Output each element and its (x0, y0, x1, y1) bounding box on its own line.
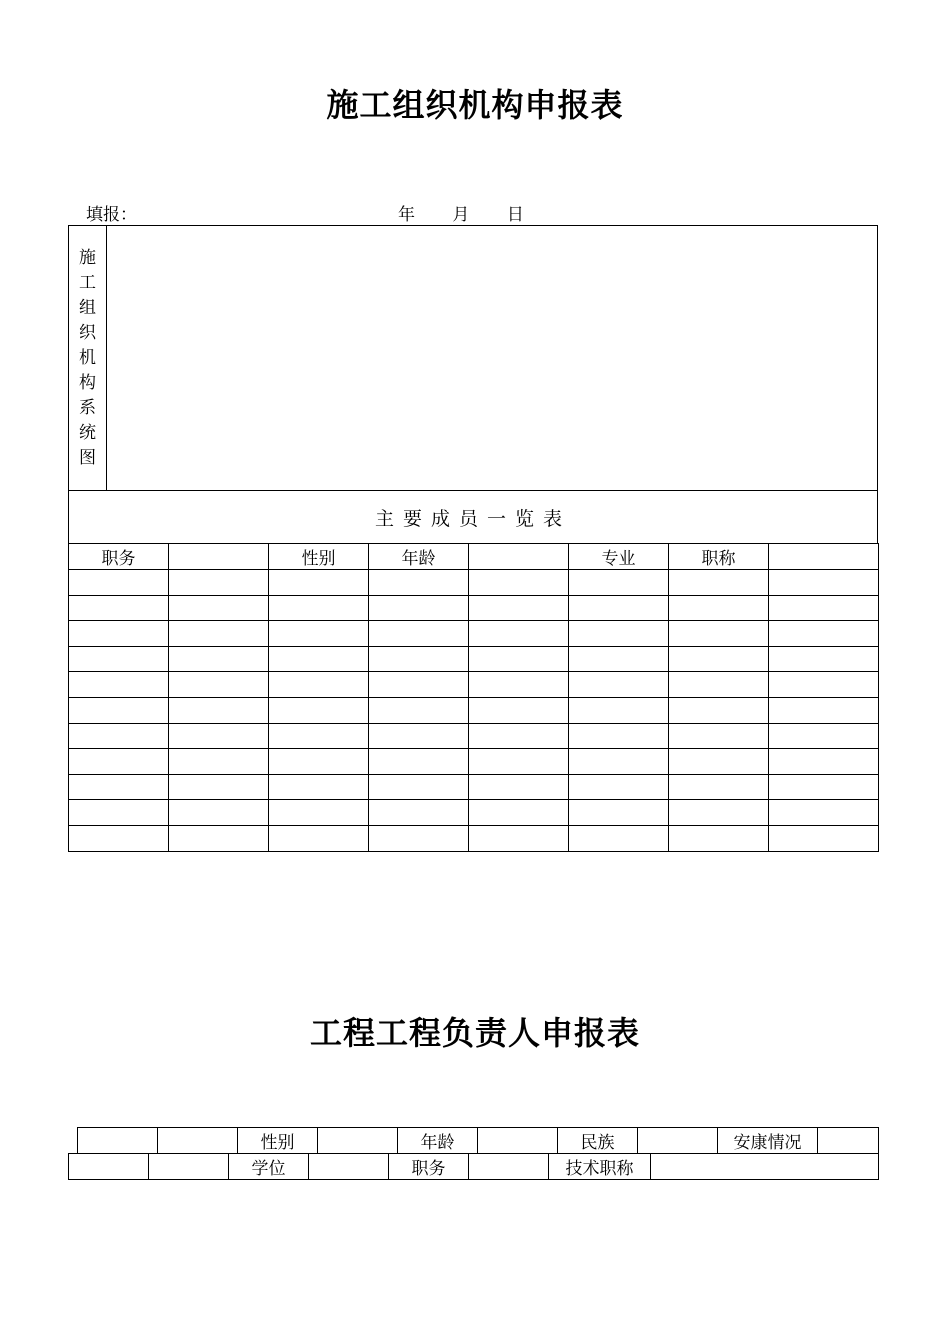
table-cell[interactable] (569, 646, 669, 672)
table-cell[interactable] (569, 723, 669, 749)
leader-cell (638, 1128, 718, 1154)
table-cell[interactable] (669, 774, 769, 800)
leader-cell (69, 1154, 149, 1180)
leader-cell: 职务 (389, 1154, 469, 1180)
org-chart-box (68, 225, 878, 491)
table-cell[interactable] (669, 697, 769, 723)
table-cell[interactable] (269, 749, 369, 775)
table-row (69, 621, 879, 647)
table-cell[interactable] (69, 825, 169, 851)
table-cell[interactable] (69, 570, 169, 596)
table-cell[interactable] (669, 570, 769, 596)
table-row (69, 723, 879, 749)
table-cell[interactable] (169, 800, 269, 826)
table-cell[interactable] (669, 595, 769, 621)
leader-cell (318, 1128, 398, 1154)
leader-cell (818, 1128, 879, 1154)
table-cell[interactable] (169, 723, 269, 749)
table-cell[interactable] (769, 672, 879, 698)
table-cell[interactable] (269, 697, 369, 723)
org-chart-label-char: 施 (79, 248, 96, 268)
leader-cell: 技术职称 (549, 1154, 651, 1180)
header-cell (169, 544, 269, 570)
table-cell[interactable] (569, 774, 669, 800)
table-cell[interactable] (269, 723, 369, 749)
table-cell[interactable] (369, 570, 469, 596)
table-cell[interactable] (69, 697, 169, 723)
members-heading: 主要成员一览表 (68, 490, 878, 544)
page-title: 施工组织机构申报表 (326, 86, 624, 124)
table-cell[interactable] (469, 800, 569, 826)
section-title-project-leader: 工程工程负责人申报表 (309, 1014, 640, 1052)
table-cell[interactable] (769, 774, 879, 800)
table-cell[interactable] (469, 774, 569, 800)
header-cell (469, 544, 569, 570)
leader-table-row2 (68, 1153, 879, 1180)
table-cell[interactable] (769, 825, 879, 851)
leader-cell (78, 1128, 158, 1154)
table-cell[interactable] (369, 749, 469, 775)
table-cell[interactable] (269, 774, 369, 800)
table-row (69, 570, 879, 596)
table-cell[interactable] (669, 646, 769, 672)
table-cell[interactable] (69, 595, 169, 621)
table-cell[interactable] (69, 774, 169, 800)
table-cell[interactable] (369, 825, 469, 851)
table-cell[interactable] (169, 825, 269, 851)
table-row (69, 800, 879, 826)
table-cell[interactable] (69, 646, 169, 672)
table-cell[interactable] (369, 723, 469, 749)
table-cell[interactable] (569, 697, 669, 723)
table-cell[interactable] (469, 646, 569, 672)
org-chart-label-char: 组 (79, 298, 96, 318)
table-row (69, 697, 879, 723)
table-cell[interactable] (569, 825, 669, 851)
month-label: 月 (452, 205, 470, 225)
table-cell[interactable] (169, 697, 269, 723)
table-row (69, 595, 879, 621)
leader-cell: 学位 (229, 1154, 309, 1180)
table-cell[interactable] (469, 672, 569, 698)
table-cell[interactable] (269, 621, 369, 647)
date-line (398, 200, 546, 225)
table-cell[interactable] (469, 697, 569, 723)
header-cell (769, 544, 879, 570)
header-cell: 职务 (69, 544, 169, 570)
table-row (69, 749, 879, 775)
table-cell[interactable] (669, 825, 769, 851)
table-cell[interactable] (569, 570, 669, 596)
leader-cell: 性别 (238, 1128, 318, 1154)
table-cell[interactable] (69, 723, 169, 749)
org-chart-label-char: 系 (79, 398, 96, 418)
table-cell[interactable] (169, 749, 269, 775)
year-label: 年 (398, 205, 415, 225)
table-cell[interactable] (69, 800, 169, 826)
table-row (69, 825, 879, 851)
table-cell[interactable] (769, 800, 879, 826)
table-cell[interactable] (769, 749, 879, 775)
table-cell[interactable] (469, 723, 569, 749)
table-cell[interactable] (269, 800, 369, 826)
table-cell[interactable] (469, 825, 569, 851)
table-cell[interactable] (469, 570, 569, 596)
table-cell[interactable] (769, 595, 879, 621)
header-cell: 专业 (569, 544, 669, 570)
table-cell[interactable] (169, 570, 269, 596)
leader-cell: 安康情况 (718, 1128, 818, 1154)
leader-cell (651, 1154, 879, 1180)
leader-cell (309, 1154, 389, 1180)
table-cell[interactable] (369, 774, 469, 800)
org-chart-label-char: 统 (79, 423, 96, 443)
table-cell[interactable] (769, 723, 879, 749)
table-cell[interactable] (369, 646, 469, 672)
org-chart-label-char: 工 (79, 273, 96, 293)
table-cell[interactable] (769, 621, 879, 647)
leader-cell: 年龄 (398, 1128, 478, 1154)
leader-cell: 民族 (558, 1128, 638, 1154)
table-cell[interactable] (669, 621, 769, 647)
table-cell[interactable] (169, 672, 269, 698)
table-cell[interactable] (669, 749, 769, 775)
header-cell: 职称 (669, 544, 769, 570)
table-cell[interactable] (269, 570, 369, 596)
table-row (69, 646, 879, 672)
org-chart-label-char: 图 (79, 448, 96, 468)
table-cell[interactable] (169, 774, 269, 800)
table-cell[interactable] (369, 672, 469, 698)
members-table (68, 543, 879, 852)
leader-cell (158, 1128, 238, 1154)
table-cell[interactable] (769, 646, 879, 672)
table-cell[interactable] (369, 595, 469, 621)
table-cell[interactable] (169, 621, 269, 647)
org-chart-label-char: 织 (79, 323, 96, 343)
leader-cell (149, 1154, 229, 1180)
table-cell[interactable] (769, 570, 879, 596)
table-cell[interactable] (69, 621, 169, 647)
day-label: 日 (506, 205, 524, 225)
table-cell[interactable] (369, 621, 469, 647)
leader-cell (469, 1154, 549, 1180)
table-cell[interactable] (269, 825, 369, 851)
header-cell: 性别 (269, 544, 369, 570)
table-cell[interactable] (269, 672, 369, 698)
table-cell[interactable] (669, 800, 769, 826)
table-cell[interactable] (169, 646, 269, 672)
table-cell[interactable] (569, 672, 669, 698)
table-row (69, 774, 879, 800)
table-cell[interactable] (69, 749, 169, 775)
table-cell[interactable] (569, 621, 669, 647)
header-cell: 年龄 (369, 544, 469, 570)
table-cell[interactable] (569, 749, 669, 775)
table-cell[interactable] (69, 672, 169, 698)
table-cell[interactable] (669, 672, 769, 698)
table-cell[interactable] (469, 595, 569, 621)
table-cell[interactable] (269, 646, 369, 672)
table-cell[interactable] (369, 800, 469, 826)
table-cell[interactable] (369, 697, 469, 723)
table-row (69, 672, 879, 698)
table-cell[interactable] (569, 595, 669, 621)
fill-by-label: 填报： (86, 205, 137, 225)
table-cell[interactable] (769, 697, 879, 723)
table-cell[interactable] (569, 800, 669, 826)
members-header-row (69, 544, 879, 570)
leader-cell (478, 1128, 558, 1154)
org-chart-label-char: 构 (79, 373, 96, 393)
table-cell[interactable] (269, 595, 369, 621)
org-chart-label-char: 机 (79, 348, 96, 368)
org-chart-label-column (69, 226, 107, 490)
leader-table-row1 (77, 1127, 879, 1154)
table-cell[interactable] (669, 723, 769, 749)
table-cell[interactable] (469, 621, 569, 647)
table-cell[interactable] (169, 595, 269, 621)
table-cell[interactable] (469, 749, 569, 775)
